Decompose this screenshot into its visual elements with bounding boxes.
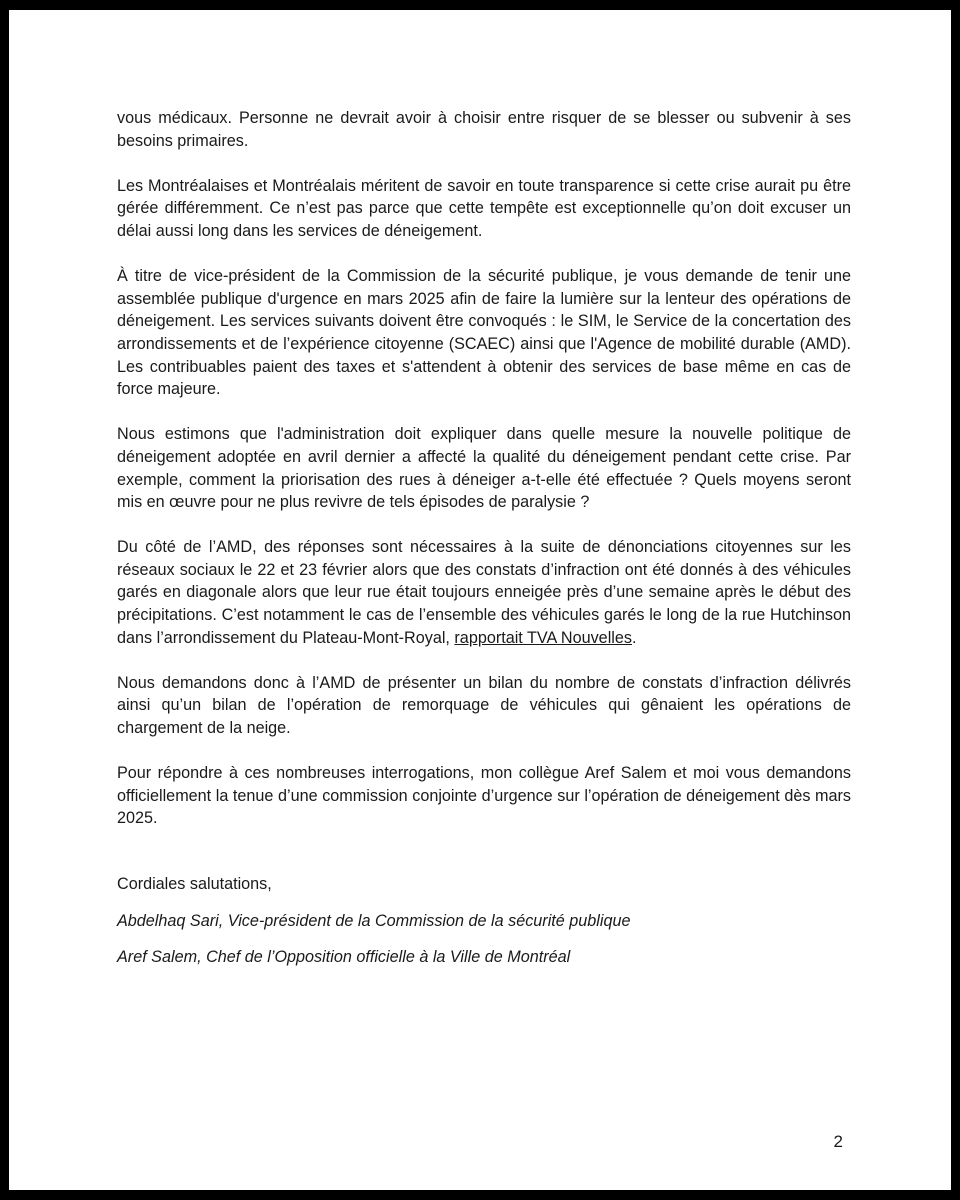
tva-nouvelles-link[interactable]: rapportait TVA Nouvelles xyxy=(454,628,632,647)
paragraph-3: À titre de vice-président de la Commission de la sécurité publique, je vous demande de tenir une assemblée publique d'urgence en mars 2025 afin de faire la lumière sur la lenteur des opérations de déneigement. Les services suivants doivent être convoqués : le SIM, le Service de la concertation des arrondissements et de l’expérience citoyenne (SCAEC) ainsi que l'Agence de mobilité durable (AMD). Les contribuables paient des taxes et s'attendent à obtenir des services de base même en cas de force majeure. xyxy=(117,267,851,399)
page-number: 2 xyxy=(833,1132,843,1151)
paragraph-5-text: Du côté de l’AMD, des réponses sont nécessaires à la suite de dénonciations citoyennes sur les réseaux sociaux le 22 et 23 février alors que des constats d’infraction ont été donnés à des véhicules garés en diagonale alors que leur rue était toujours enneigée près d’une semaine après le début des précipitations. C’est notamment le cas de l’ensemble des véhicules garés le long de la rue Hutchinson dans l’arrondissement du Plateau-Mont-Royal, xyxy=(117,538,851,647)
signature-salem: Aref Salem, Chef de l’Opposition officielle à la Ville de Montréal xyxy=(117,948,571,967)
letter-closing xyxy=(117,873,851,983)
paragraph-7: Pour répondre à ces nombreuses interrogations, mon collègue Aref Salem et moi vous demandons officiellement la tenue d’une commission conjointe d’urgence sur l’opération de déneigement dès mars 2025. xyxy=(117,764,851,828)
signature-sari: Abdelhaq Sari, Vice-président de la Commission de la sécurité publique xyxy=(117,911,631,930)
paragraph-6: Nous demandons donc à l’AMD de présenter un bilan du nombre de constats d’infraction délivrés ainsi qu’un bilan de l’opération de remorquage de véhicules qui gênaient les opérations de chargement de la neige. xyxy=(117,673,851,738)
paragraph-2: Les Montréalaises et Montréalais méritent de savoir en toute transparence si cette crise aurait pu être gérée différemment. Ce n’est pas parce que cette tempête est exceptionnelle qu’on doit excuser un délai aussi long dans les services de déneigement. xyxy=(117,176,851,240)
letter-body xyxy=(117,107,851,853)
paragraph-4: Nous estimons que l'administration doit expliquer dans quelle mesure la nouvelle politique de déneigement adoptée en avril dernier a affecté la qualité du déneigement pendant cette crise. Par exemple, comment la priorisation des rues à déneiger a-t-elle été effectuée ? Quels moyens seront mis en œuvre pour ne plus revivre de tels épisodes de paralysie ? xyxy=(117,425,851,512)
document-page xyxy=(9,10,951,1190)
salutation: Cordiales salutations, xyxy=(117,875,272,893)
paragraph-1: vous médicaux. Personne ne devrait avoir à choisir entre risquer de se blesser ou subvenir à ses besoins primaires. xyxy=(117,109,851,150)
paragraph-5-end: . xyxy=(631,628,637,647)
paragraph-5 xyxy=(117,536,851,649)
